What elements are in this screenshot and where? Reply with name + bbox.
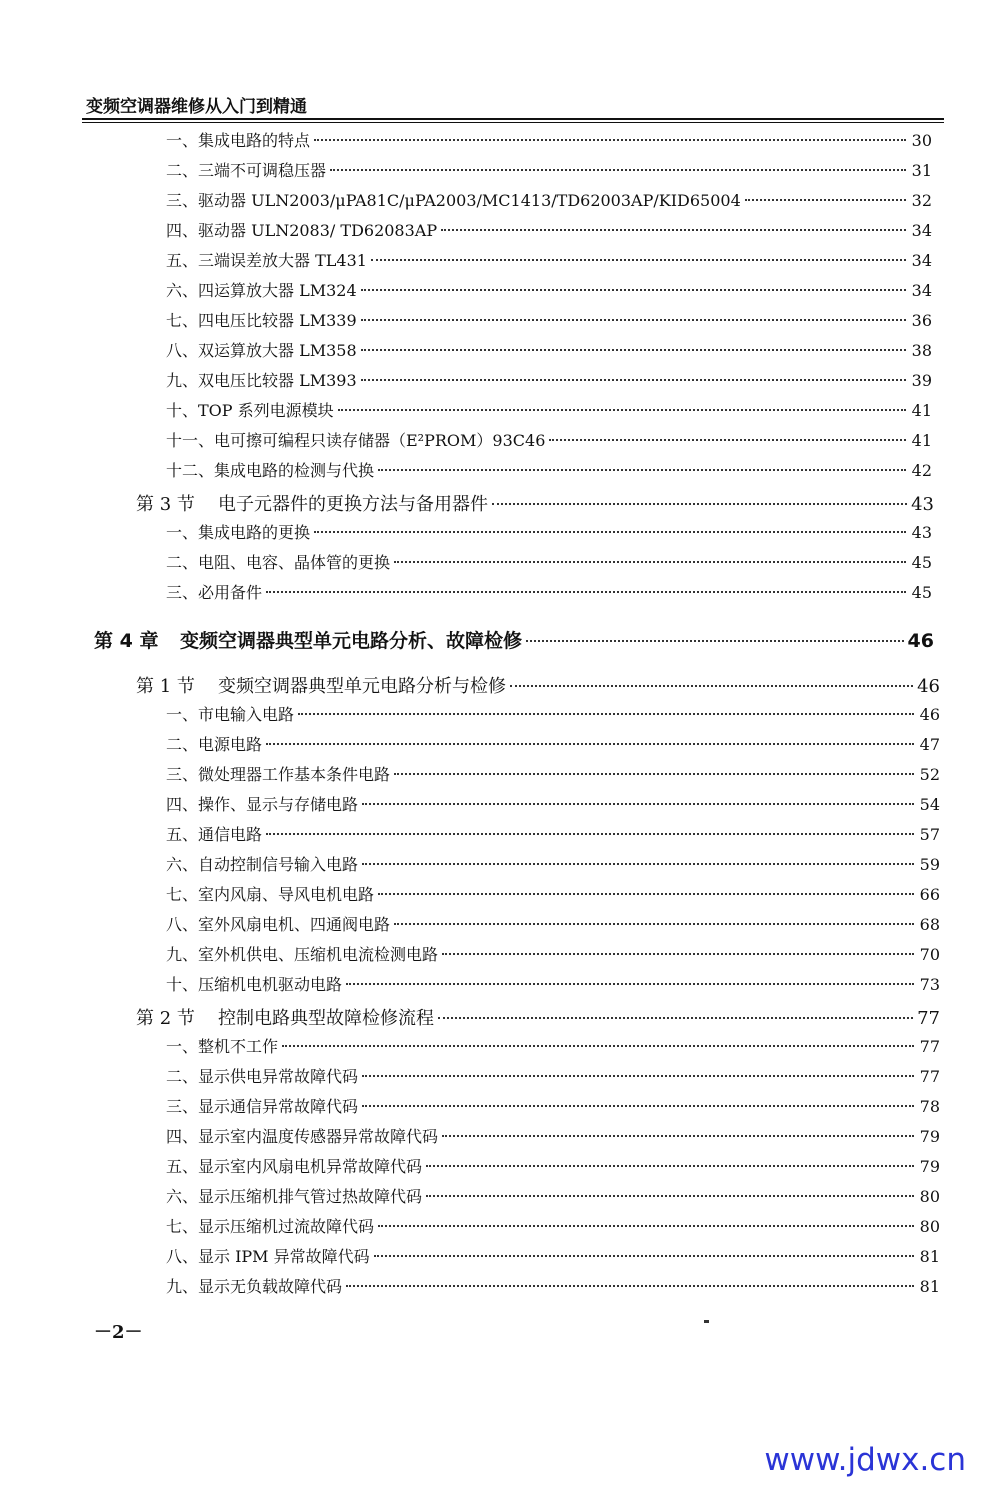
toc-title: 七、室内风扇、导风电机电路 <box>166 885 375 904</box>
toc-item[interactable] <box>166 550 932 580</box>
dot-leader <box>362 1075 914 1077</box>
dot-leader <box>378 1225 914 1227</box>
toc-section[interactable] <box>136 672 940 702</box>
toc-item[interactable] <box>166 338 932 368</box>
toc-page-number: 36 <box>911 311 932 330</box>
dot-leader <box>361 319 906 321</box>
toc-page-number: 41 <box>911 431 932 450</box>
toc-item[interactable] <box>166 1064 940 1094</box>
dot-leader <box>338 409 906 411</box>
toc-chapter[interactable] <box>94 626 934 656</box>
toc-page-number: 41 <box>911 401 932 420</box>
toc-title: 四、显示室内温度传感器异常故障代码 <box>166 1127 439 1146</box>
toc-item[interactable] <box>166 702 940 732</box>
toc-title: 六、自动控制信号输入电路 <box>166 855 359 874</box>
toc-title: 九、室外机供电、压缩机电流检测电路 <box>166 945 439 964</box>
toc-page-number: 81 <box>919 1247 940 1266</box>
toc-item[interactable] <box>166 1244 940 1274</box>
toc-page-number: 46 <box>907 630 934 652</box>
toc-title: 五、显示室内风扇电机异常故障代码 <box>166 1157 423 1176</box>
toc-page-number: 80 <box>919 1187 940 1206</box>
toc-item[interactable] <box>166 732 940 762</box>
dot-leader <box>442 1135 914 1137</box>
toc-title: 七、显示压缩机过流故障代码 <box>166 1217 375 1236</box>
toc-title: 九、显示无负载故障代码 <box>166 1277 343 1296</box>
dot-leader <box>361 289 906 291</box>
toc-item[interactable] <box>166 1154 940 1184</box>
toc-title: 电子元器件的更换方法与备用器件 <box>218 494 488 515</box>
toc-title: 一、整机不工作 <box>166 1037 279 1056</box>
toc-page-number: 52 <box>919 765 940 784</box>
toc-page-number: 46 <box>917 676 940 697</box>
toc-item[interactable] <box>166 398 932 428</box>
toc-item[interactable] <box>166 128 932 158</box>
toc-title: 八、双运算放大器 LM358 <box>166 341 357 360</box>
toc-section[interactable] <box>136 490 934 520</box>
toc-item[interactable] <box>166 852 940 882</box>
dot-leader <box>266 743 914 745</box>
toc-page-number: 79 <box>919 1127 940 1146</box>
toc-item[interactable] <box>166 822 940 852</box>
dot-leader <box>394 773 914 775</box>
dot-leader <box>526 640 904 642</box>
toc-title: 一、集成电路的特点 <box>166 131 311 150</box>
toc-title: 五、三端误差放大器 TL431 <box>166 251 367 270</box>
toc-section[interactable] <box>136 1004 940 1034</box>
dot-leader <box>314 531 906 533</box>
toc-title: 一、集成电路的更换 <box>166 523 311 542</box>
toc-page-number: 34 <box>911 251 932 270</box>
toc-page-number: 43 <box>911 494 934 515</box>
toc-page-number: 81 <box>919 1277 940 1296</box>
toc-item[interactable] <box>166 158 932 188</box>
dot-leader <box>378 469 906 471</box>
toc-item[interactable] <box>166 368 932 398</box>
toc-page-number: 31 <box>911 161 932 180</box>
toc-page-number: 77 <box>919 1037 940 1056</box>
dot-leader <box>394 923 914 925</box>
toc-title: 六、四运算放大器 LM324 <box>166 281 357 300</box>
toc-item[interactable] <box>166 580 932 610</box>
toc-label: 第 1 节 <box>136 676 195 697</box>
dot-leader <box>371 259 906 261</box>
dot-leader <box>378 893 914 895</box>
toc-title: 变频空调器典型单元电路分析与检修 <box>218 676 506 697</box>
dot-leader <box>361 379 906 381</box>
toc-page-number: 32 <box>911 191 932 210</box>
toc-page-number: 77 <box>919 1067 940 1086</box>
toc-title: 十一、电可擦可编程只读存储器（E²PROM）93C46 <box>166 431 546 450</box>
dot-leader <box>492 503 907 505</box>
toc-title: 八、显示 IPM 异常故障代码 <box>166 1247 370 1266</box>
dot-leader <box>442 953 914 955</box>
toc-title: 三、驱动器 ULN2003/μPA81C/μPA2003/MC1413/TD62003AP/KID65004 <box>166 191 741 210</box>
dot-leader <box>361 349 906 351</box>
toc-page-number: 46 <box>919 705 940 724</box>
toc-page-number: 70 <box>919 945 940 964</box>
print-speck <box>704 1320 709 1323</box>
toc-label: 第 2 节 <box>136 1008 195 1029</box>
toc-page-number: 30 <box>911 131 932 150</box>
toc-title: 四、驱动器 ULN2083/ TD62083AP <box>166 221 438 240</box>
toc-page-number: 42 <box>911 461 932 480</box>
toc-item[interactable] <box>166 218 932 248</box>
dot-leader <box>362 803 914 805</box>
dot-leader <box>314 139 906 141</box>
toc-title: 二、电源电路 <box>166 735 263 754</box>
toc-title: 十、TOP 系列电源模块 <box>166 401 334 420</box>
toc-title: 十、压缩机电机驱动电路 <box>166 975 343 994</box>
toc-item[interactable] <box>166 912 940 942</box>
toc-item[interactable] <box>166 762 940 792</box>
dot-leader <box>346 983 914 985</box>
toc-item[interactable] <box>166 942 940 972</box>
toc-title: 控制电路典型故障检修流程 <box>218 1008 434 1029</box>
toc-page-number: 45 <box>911 553 932 572</box>
toc-title: 一、市电输入电路 <box>166 705 295 724</box>
toc-item[interactable] <box>166 1094 940 1124</box>
toc-title: 三、必用备件 <box>166 583 263 602</box>
dot-leader <box>426 1165 914 1167</box>
toc-page-number: 80 <box>919 1217 940 1236</box>
toc-page-number: 45 <box>911 583 932 602</box>
toc-item[interactable] <box>166 308 932 338</box>
toc-title: 四、操作、显示与存储电路 <box>166 795 359 814</box>
page-number: －2－ <box>94 1322 143 1343</box>
toc-page-number: 34 <box>911 281 932 300</box>
toc-page-number: 68 <box>919 915 940 934</box>
toc-page-number: 66 <box>919 885 940 904</box>
toc-page-number: 73 <box>919 975 940 994</box>
toc-page-number: 79 <box>919 1157 940 1176</box>
toc-title: 六、显示压缩机排气管过热故障代码 <box>166 1187 423 1206</box>
dot-leader <box>510 685 913 687</box>
toc-item[interactable] <box>166 972 940 1002</box>
dot-leader <box>346 1285 914 1287</box>
toc-page-number: 77 <box>917 1008 940 1029</box>
dot-leader <box>266 591 906 593</box>
toc-page-number: 54 <box>919 795 940 814</box>
dot-leader <box>438 1017 913 1019</box>
dot-leader <box>362 1105 914 1107</box>
toc-page-number: 57 <box>919 825 940 844</box>
dot-leader <box>266 833 914 835</box>
dot-leader <box>441 229 906 231</box>
watermark: www.jdwx.cn <box>764 1442 966 1478</box>
toc-item[interactable] <box>166 792 940 822</box>
toc-title: 变频空调器典型单元电路分析、故障检修 <box>180 630 523 652</box>
toc-page-number: 34 <box>911 221 932 240</box>
dot-leader <box>282 1045 914 1047</box>
toc-label: 第 3 节 <box>136 494 195 515</box>
toc-page-number: 47 <box>919 735 940 754</box>
dot-leader <box>374 1255 914 1257</box>
toc-title: 二、三端不可调稳压器 <box>166 161 327 180</box>
toc-item[interactable] <box>166 1274 940 1304</box>
toc-title: 二、电阻、电容、晶体管的更换 <box>166 553 391 572</box>
toc-page-number: 43 <box>911 523 932 542</box>
dot-leader <box>745 199 906 201</box>
dot-leader <box>426 1195 914 1197</box>
dot-leader <box>362 863 914 865</box>
toc-title: 二、显示供电异常故障代码 <box>166 1067 359 1086</box>
toc-label: 第 4 章 <box>94 630 159 652</box>
toc-title: 三、显示通信异常故障代码 <box>166 1097 359 1116</box>
toc-item[interactable] <box>166 520 932 550</box>
dot-leader <box>394 561 906 563</box>
toc-title: 九、双电压比较器 LM393 <box>166 371 357 390</box>
toc-title: 三、微处理器工作基本条件电路 <box>166 765 391 784</box>
toc-title: 八、室外风扇电机、四通阀电路 <box>166 915 391 934</box>
running-header: 变频空调器维修从入门到精通 <box>86 97 307 117</box>
toc-item[interactable] <box>166 428 932 458</box>
toc-title: 十二、集成电路的检测与代换 <box>166 461 375 480</box>
toc-title: 七、四电压比较器 LM339 <box>166 311 357 330</box>
toc-item[interactable] <box>166 1184 940 1214</box>
header-rule <box>82 118 944 123</box>
toc-item[interactable] <box>166 188 932 218</box>
toc-title: 五、通信电路 <box>166 825 263 844</box>
toc-item[interactable] <box>166 882 940 912</box>
toc-page-number: 59 <box>919 855 940 874</box>
toc-item[interactable] <box>166 1214 940 1244</box>
dot-leader <box>298 713 914 715</box>
toc-item[interactable] <box>166 1124 940 1154</box>
toc-page-number: 78 <box>919 1097 940 1116</box>
toc-item[interactable] <box>166 248 932 278</box>
toc-page-number: 39 <box>911 371 932 390</box>
toc-page-number: 38 <box>911 341 932 360</box>
toc-item[interactable] <box>166 278 932 308</box>
toc-item[interactable] <box>166 1034 940 1064</box>
toc-item[interactable] <box>166 458 932 488</box>
dot-leader <box>549 439 906 441</box>
dot-leader <box>330 169 906 171</box>
